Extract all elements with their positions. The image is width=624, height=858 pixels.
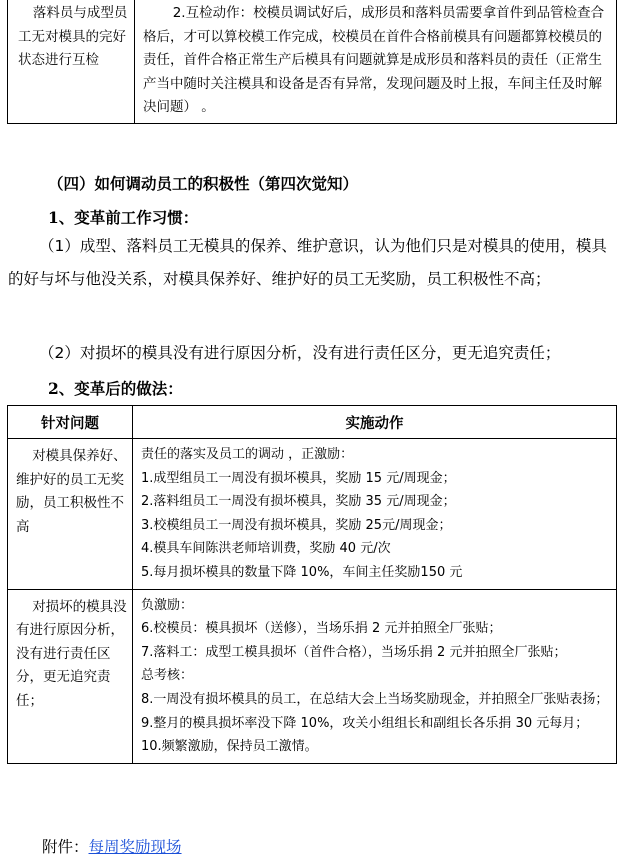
action-line: 总考核： xyxy=(141,668,194,684)
paragraph-1-text: （1）成型、落料员工无模具的保养、维护意识，认为他们只是对模具的使用，模具的好与坏与他没关系，对模具保养好、维护好的员工无奖励，员工积极性不高； xyxy=(8,237,607,288)
attachment-line xyxy=(42,835,182,857)
problem-cell: 对模具保养好、维护好的员工无奖励，员工积极性不高 xyxy=(8,439,133,590)
action-line: 责任的落实及员工的调动 ，正激励： xyxy=(141,447,354,462)
measures-table xyxy=(7,405,617,764)
paragraph-2 xyxy=(8,337,620,370)
table-header-row xyxy=(8,406,617,439)
paragraph-2-text: （2）对损坏的模具没有进行原因分析，没有进行责任区分，更无追究责任； xyxy=(39,344,561,362)
action-line: 10.频繁激励，保持员工激情。 xyxy=(141,739,318,755)
table-row xyxy=(8,0,617,123)
action-line: 1.成型组员工一周没有损坏模具，奖励 15 元/周现金； xyxy=(141,470,456,486)
table-row xyxy=(8,439,617,590)
table-row xyxy=(8,589,617,763)
action-line: 9.整月的模具损坏率没下降 10%，攻关小组组长和副组长各乐捐 30 元每月； xyxy=(141,715,589,731)
column-header-action: 实施动作 xyxy=(133,406,617,439)
action-cell: 2.互检动作：校模员调试好后，成形员和落料员需要拿首件到品管检查合格后，才可以算校模工作完成，校模员在首件合格前模具有问题都算校模员的责任，首件合格正常生产后模具有问题就算是成形员和落料员的责任（正常生产当中随时关注模具和设备是否有异常，发现问题及时上报，车间主任及时解决问题） 。 xyxy=(135,0,617,123)
subheading-after: 2、变革后的做法： xyxy=(48,379,183,398)
attachment-label: 附件： xyxy=(42,838,89,856)
action-line: 4.模具车间陈洪老师培训费，奖励 40 元/次 xyxy=(141,541,391,557)
subheading-before: 1、变革前工作习惯： xyxy=(48,208,199,227)
action-line: 7.落料工：成型工模具损坏（首件合格），当场乐捐 2 元并拍照全厂张贴； xyxy=(141,644,567,660)
action-cell xyxy=(133,589,617,763)
action-line: 3.校模组员工一周没有损坏模具，奖励 25元/周现金； xyxy=(141,517,452,533)
action-line: 2.落料组员工一周没有损坏模具，奖励 35 元/周现金； xyxy=(141,494,456,510)
action-cell xyxy=(133,439,617,590)
action-line: 负激励： xyxy=(141,597,194,613)
section-title: （四）如何调动员工的积极性（第四次觉知） xyxy=(48,174,359,193)
attachment-link[interactable]: 每周奖励现场 xyxy=(88,838,182,856)
action-line: 8.一周没有损坏模具的员工，在总结大会上当场奖励现金，并拍照全厂张贴表扬； xyxy=(141,691,609,707)
column-header-problem: 针对问题 xyxy=(8,406,133,439)
action-line: 5.每月损坏模具的数量下降 10%，车间主任奖励150 元 xyxy=(141,564,463,580)
top-partial-table xyxy=(7,0,617,124)
action-line: 6.校模员：模具损坏（送修），当场乐捐 2 元并拍照全厂张贴； xyxy=(141,621,502,637)
problem-cell: 对损坏的模具没有进行原因分析，没有进行责任区分，更无追究责任； xyxy=(8,589,133,763)
paragraph-1 xyxy=(8,230,620,296)
problem-cell: 落料员与成型员工无对模具的完好状态进行互检 xyxy=(8,0,135,123)
